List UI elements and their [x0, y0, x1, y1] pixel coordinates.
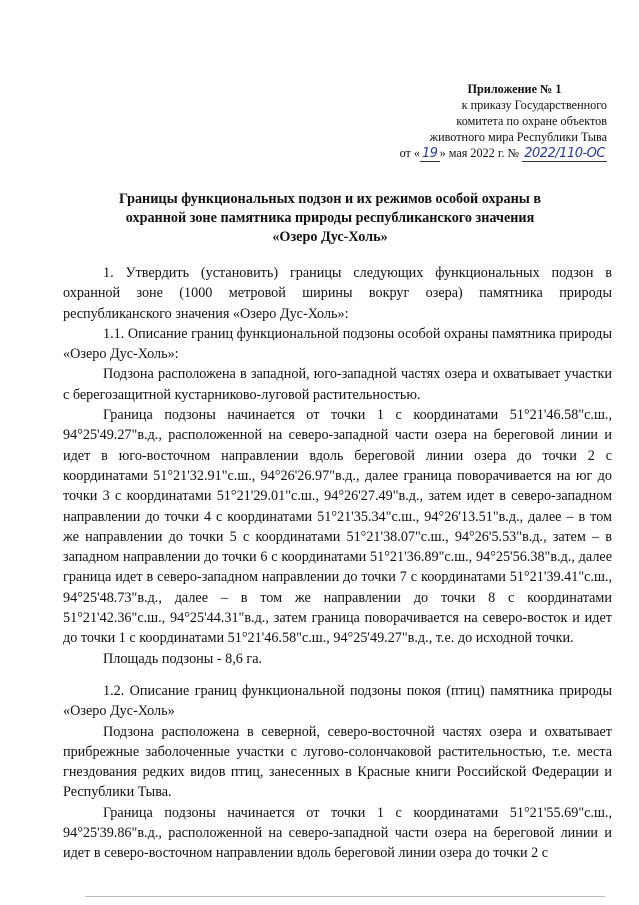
- date-mid: » мая 2022 г. №: [439, 146, 520, 160]
- paragraph-zone-boundary: Граница подзоны начинается от точки 1 с координатами 51°21'46.58"с.ш., 94°25'49.27"в.д., расположенной на северо-западной части озера на береговой линии и идет в юго-восточном направлении вдоль береговой линии озера до точки 2 с координатами 51°21'32.91"с.ш., 94°26'26.97"в.д., далее граница поворачивается на юг до точки 3 с координатами 51°21'29.01"с.ш., 94°26'27.49"в.д., затем идет в северо-западном направлении до точки 4 с координатами 51°21'35.34"с.ш., 94°26'13.51"в.д., далее – в том же направлении до точки 5 с координатами 51°21'38.07"с.ш., 94°26'5.53"в.д., затем – в западном направлении до точки 6 с координатами 51°21'36.89"с.ш., 94°25'56.38"в.д., далее граница идет в северо-западном направлении до точки 7 с координатами 51°21'39.41"с.ш., 94°25'48.73"в.д., далее – в том же направлении до точки 8 с координатами 51°21'42.36"с.ш., 94°25'44.31"в.д., затем граница поворачивается на северо-восток и идет до точки 1 с координатами 51°21'46.58"с.ш., 94°25'49.27"в.д., т.е. до исходной точки.: [63, 407, 612, 647]
- paragraph-1: 1. Утвердить (установить) границы следующих функциональных подзон в охранной зоне (1000 метровой ширины вокруг озера) памятника природы республиканского значения «Озеро Дус-Холь»:: [63, 265, 612, 322]
- header-line-1: к приказу Государственного: [461, 98, 607, 112]
- paragraph-rest-zone-boundary: Граница подзоны начинается от точки 1 с координатами 51°21'55.69"с.ш., 94°25'39.86"в.д., расположенной на северо-западной части озера на береговой линии и идет в северо-восточном направлении вдоль береговой линии озера до точки 2 с: [63, 804, 612, 862]
- date-prefix: от «: [399, 146, 421, 160]
- paragraph-1-2: 1.2. Описание границ функциональной подзоны покоя (птиц) памятника природы «Озеро Дус-Холь»: [63, 682, 612, 720]
- paragraph-1-1: 1.1. Описание границ функциональной подзоны особой охраны памятника природы «Озеро Дус-Холь»:: [63, 325, 612, 363]
- page-bottom-divider: [85, 896, 605, 897]
- paragraph-rest-zone-location: Подзона расположена в северной, северо-восточной частях озера и охватывает прибрежные заболоченные участки с лугово-солончаковой растительностью, т.е. места гнездования редких видов птиц, занесенных в Красные книги Российской Федерации и Республики Тыва.: [63, 723, 612, 801]
- title-line-3: «Озеро Дус-Холь»: [272, 229, 388, 245]
- appendix-header: [392, 81, 607, 162]
- paragraph-zone-area: Площадь подзоны - 8,6 га.: [103, 650, 263, 667]
- paragraph-zone-location: Подзона расположена в западной, юго-западной частях озера и охватывает участки с берегозащитной кустарниково-луговой растительностью.: [63, 366, 612, 403]
- document-title: [40, 190, 620, 247]
- document-body: [63, 263, 612, 864]
- handwritten-day: 19: [422, 146, 438, 161]
- header-date-line: [392, 145, 607, 162]
- title-line-1: Границы функциональных подзон и их режимов особой охраны в: [118, 191, 542, 207]
- title-line-2: охранной зоне памятника природы республиканского значения: [125, 210, 535, 226]
- header-line-2: комитета по охране объектов: [456, 114, 607, 128]
- handwritten-order-number: 2022/110-ОС: [524, 146, 605, 161]
- appendix-title: Приложение № 1: [467, 82, 562, 96]
- header-line-3: животного мира Республики Тыва: [429, 130, 607, 144]
